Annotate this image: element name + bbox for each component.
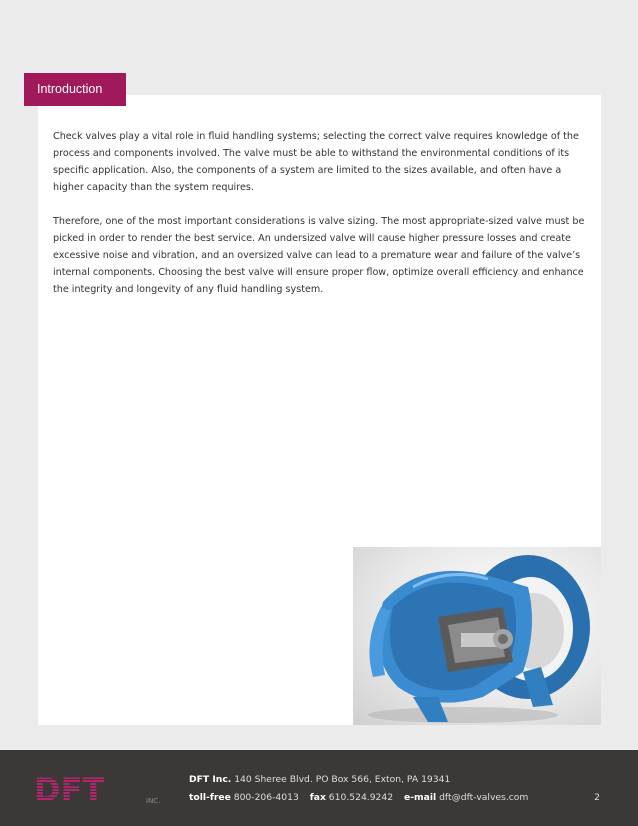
footer-address-line (189, 774, 450, 785)
logo-sub: INC. (146, 797, 161, 805)
email-label: e-mail (404, 792, 437, 803)
page-footer (0, 750, 638, 826)
valve-illustration (353, 547, 601, 725)
fax-label: fax (309, 792, 326, 803)
check-valve-photo (353, 547, 601, 725)
paragraph-1: Check valves play a vital role in fluid handling systems; selecting the correct valve requires knowledge of the process and components involved. The valve must be able to withstand the environmental conditions of its specific application. Also, the components of a system are limited to the sizes available, and often have a higher capacity than the system requires. (53, 131, 579, 193)
tollfree-number: 800-206-4013 (233, 792, 299, 803)
fax-number: 610.524.9242 (328, 792, 394, 803)
logo-text: DFT (34, 774, 105, 806)
company-address: 140 Sheree Blvd. PO Box 566, Exton, PA 19341 (234, 774, 451, 785)
intro-body (53, 128, 593, 315)
tollfree-label: toll-free (189, 792, 231, 803)
page-number: 2 (594, 792, 600, 803)
email-address[interactable]: dft@dft-valves.com (439, 792, 529, 803)
paragraph-2: Therefore, one of the most important considerations is valve sizing. The most appropriate-sized valve must be picked in order to render the best service. An undersized valve will cause higher pressure losses and create excessive noise and vibration, and an oversized valve can lead to a premature wear and failure of the valve’s internal components. Choosing the best valve will ensure proper flow, optimize overall efficiency and enhance the integrity and longevity of any fluid handling system. (53, 216, 585, 295)
company-name: DFT Inc. (189, 774, 232, 785)
dft-logo (34, 774, 164, 806)
footer-contact-line (189, 792, 528, 803)
section-title: Introduction (24, 73, 126, 106)
